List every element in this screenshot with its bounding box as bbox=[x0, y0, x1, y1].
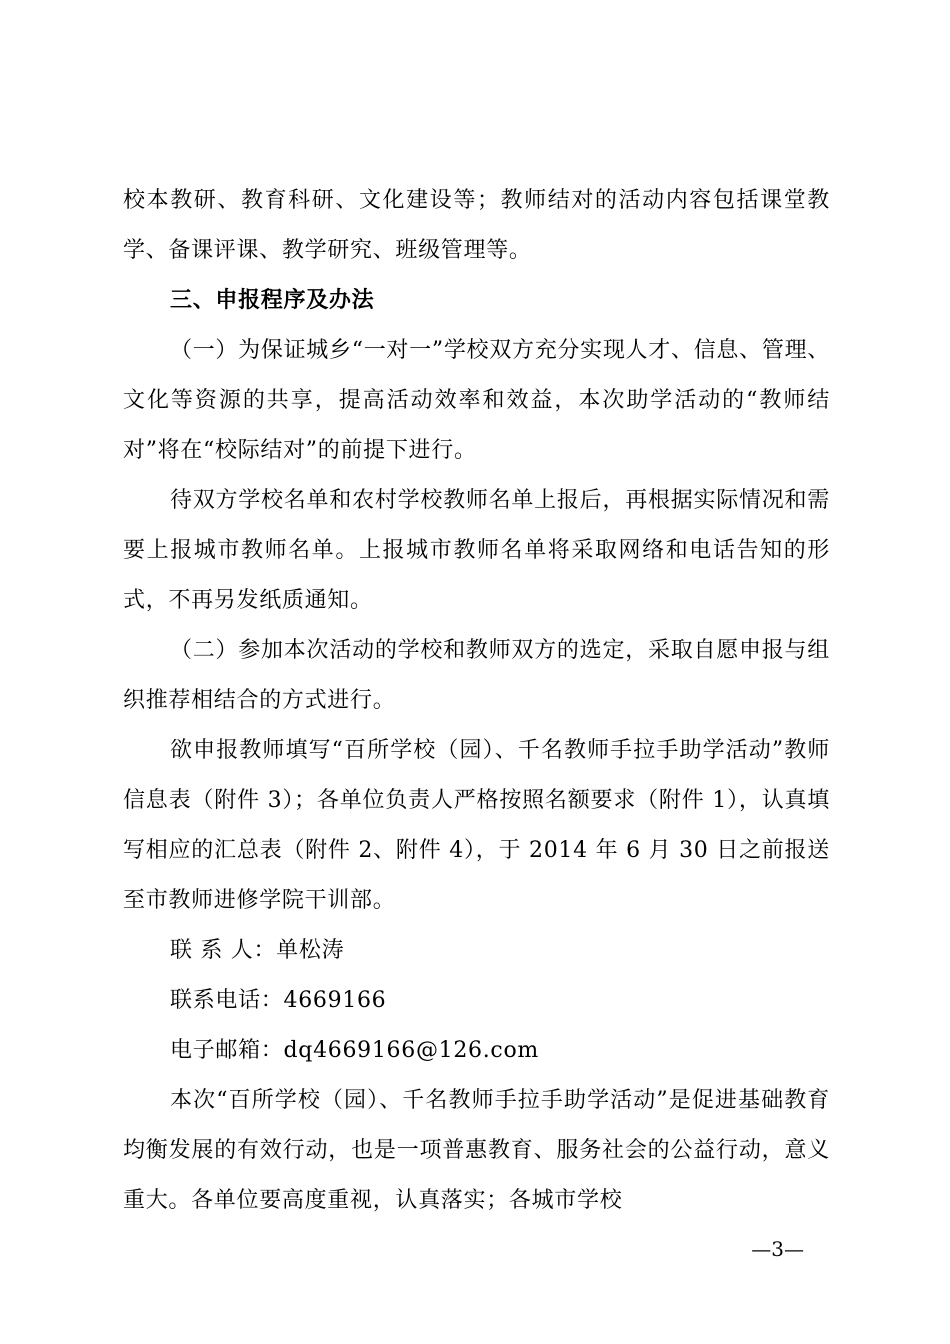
paragraph-application-form: 欲申报教师填写“百所学校（园）、千名教师手拉手助学活动”教师信息表（附件 3）；各单位负责人严格按照名额要求（附件 1），认真填写相应的汇总表（附件 2、附件 4），于 2014 年 6 月 30 日之前报送至市教师进修学院干训部。 bbox=[123, 738, 830, 913]
paragraph-activity-content: 校本教研、教育科研、文化建设等；教师结对的活动内容包括课堂教学、备课评课、教学研究、班级管理等。 bbox=[123, 188, 830, 263]
page-number: —3— bbox=[751, 1237, 804, 1261]
paragraph-pairing-premise: （一）为保证城乡“一对一”学校双方充分实现人才、信息、管理、文化等资源的共享，提高活动效率和效益，本次助学活动的“教师结对”将在“校际结对”的前提下进行。 bbox=[123, 338, 830, 463]
contact-phone: 联系电话：4669166 bbox=[170, 988, 387, 1013]
paragraph-selection-method: （二）参加本次活动的学校和教师双方的选定，采取自愿申报与组织推荐相结合的方式进行。 bbox=[123, 638, 830, 713]
contact-person: 联 系 人：单松涛 bbox=[170, 938, 345, 963]
contact-email: 电子邮箱：dq4669166@126.com bbox=[170, 1038, 539, 1063]
body-text bbox=[123, 176, 830, 1226]
paragraph-report-list: 待双方学校名单和农村学校教师名单上报后，再根据实际情况和需要上报城市教师名单。上报城市教师名单将采取网络和电话告知的形式，不再另发纸质通知。 bbox=[123, 488, 830, 613]
paragraph-significance: 本次“百所学校（园）、千名教师手拉手助学活动”是促进基础教育均衡发展的有效行动，也是一项普惠教育、服务社会的公益行动，意义重大。各单位要高度重视，认真落实；各城市学校 bbox=[123, 1088, 830, 1213]
section-heading-procedures: 三、申报程序及办法 bbox=[170, 288, 375, 313]
